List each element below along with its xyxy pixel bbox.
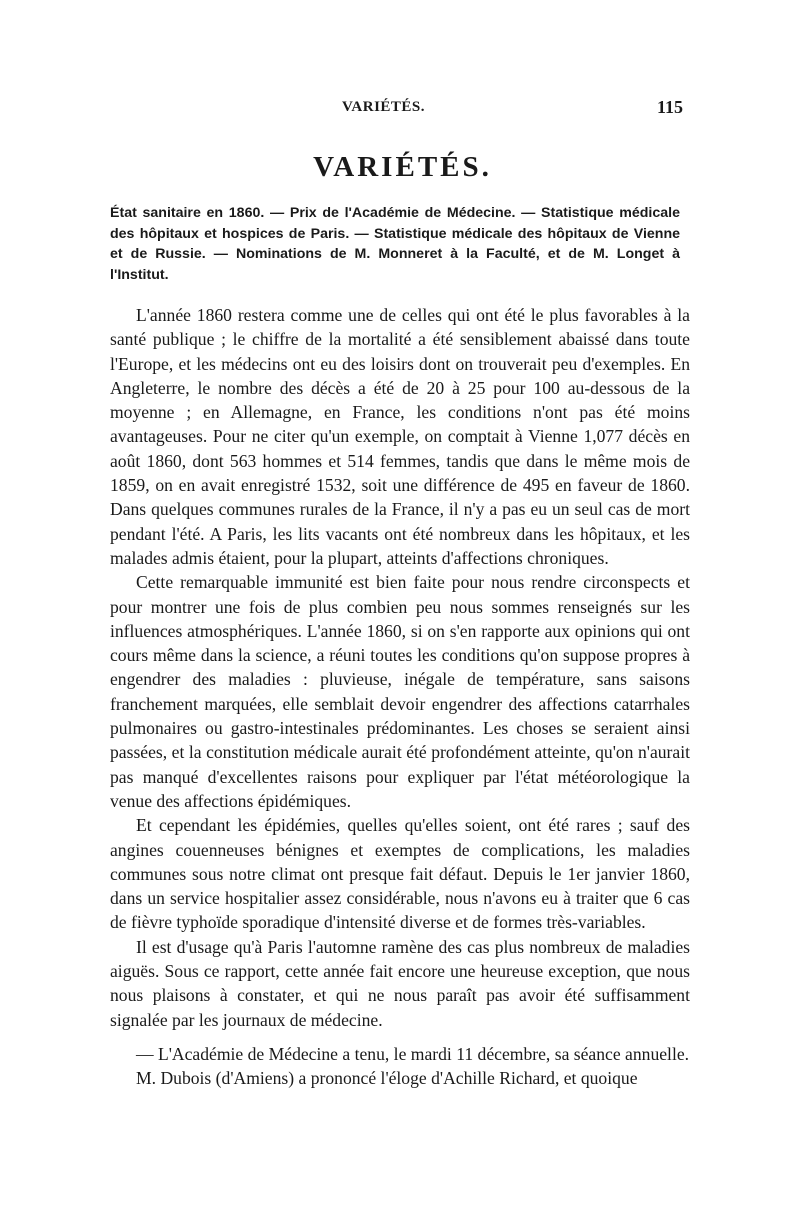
paragraph: L'année 1860 restera comme une de celles qui ont été le plus favorables à la santé publique ; le chiffre de la mortalité a été sensiblement abaissé dans toute l'Europe, et les médecins ont eu des loisirs dont on trouverait peu d'exemples. En Angleterre, le nombre des décès a été de 20 à 25 pour 100 au-dessous de la moyenne ; en Allemagne, en France, les conditions n'ont pas été moins avantageuses. Pour ne citer qu'un exemple, on comptait à Vienne 1,077 décès en août 1860, dont 563 hommes et 514 femmes, tandis que dans le même mois de 1859, on en avait enregistré 1532, soit une différence de 495 en faveur de 1860. Dans quelques communes rurales de la France, il n'y a pas eu un seul cas de mort pendant l'été. A Paris, les lits vacants ont été nombreux dans les hôpitaux, et les malades admis étaient, pour la plupart, atteints d'affections chroniques.: [110, 305, 690, 568]
section-title: VARIÉTÉS.: [313, 151, 492, 183]
paragraph: M. Dubois (d'Amiens) a prononcé l'éloge d'Achille Richard, et quoique: [136, 1068, 638, 1089]
page-number: 115: [656, 97, 683, 117]
chapter-summary: État sanitaire en 1860. — Prix de l'Académie de Médecine. — Statistique médicale des hôpitaux et hospices de Paris. — Statistique médicale des hôpitaux de Vienne et de Russie. — Nominations de M. Monneret à la Faculté, et de M. Longet à l'Institut.: [110, 205, 680, 283]
paragraph: Et cependant les épidémies, quelles qu'elles soient, ont été rares ; sauf des angines couenneuses bénignes et exemptes de complications, les maladies communes sous notre climat ont presque fait défaut. Depuis le 1er janvier 1860, dans un service hospitalier assez considérable, nous n'avons eu à traiter que 6 cas de fièvre typhoïde sporadique d'intensité diverse et de formes très-variables.: [110, 815, 690, 933]
running-title: VARIÉTÉS.: [342, 99, 426, 115]
paragraph: Il est d'usage qu'à Paris l'automne ramène des cas plus nombreux de maladies aiguës. Sous ce rapport, cette année fait encore une heureuse exception, que nous nous plaisons à constater, et qui ne nous paraît pas avoir été suffisamment signalée par les journaux de médecine.: [110, 936, 690, 1030]
body-text: [110, 303, 690, 1091]
paragraph: — L'Académie de Médecine a tenu, le mardi 11 décembre, sa séance annuelle.: [136, 1043, 690, 1064]
paragraph: Cette remarquable immunité est bien faite pour nous rendre circonspects et pour montrer une fois de plus combien peu nous sommes renseignés sur les influences atmosphériques. L'année 1860, si on s'en rapporte aux opinions qui ont cours même dans la science, a réuni toutes les conditions qu'on suppose propres à engendrer des maladies : pluvieuse, inégale de température, sans saisons franchement marquées, elle semblait devoir engendrer des affections catarrhales pulmonaires ou gastro-intestinales prédominantes. Les choses se seraient ainsi passées, et la constitution médicale aurait été profondément atteinte, qu'on n'aurait pas manqué d'excellentes raisons pour expliquer par l'état météorologique la venue des affections épidémiques.: [110, 572, 690, 811]
